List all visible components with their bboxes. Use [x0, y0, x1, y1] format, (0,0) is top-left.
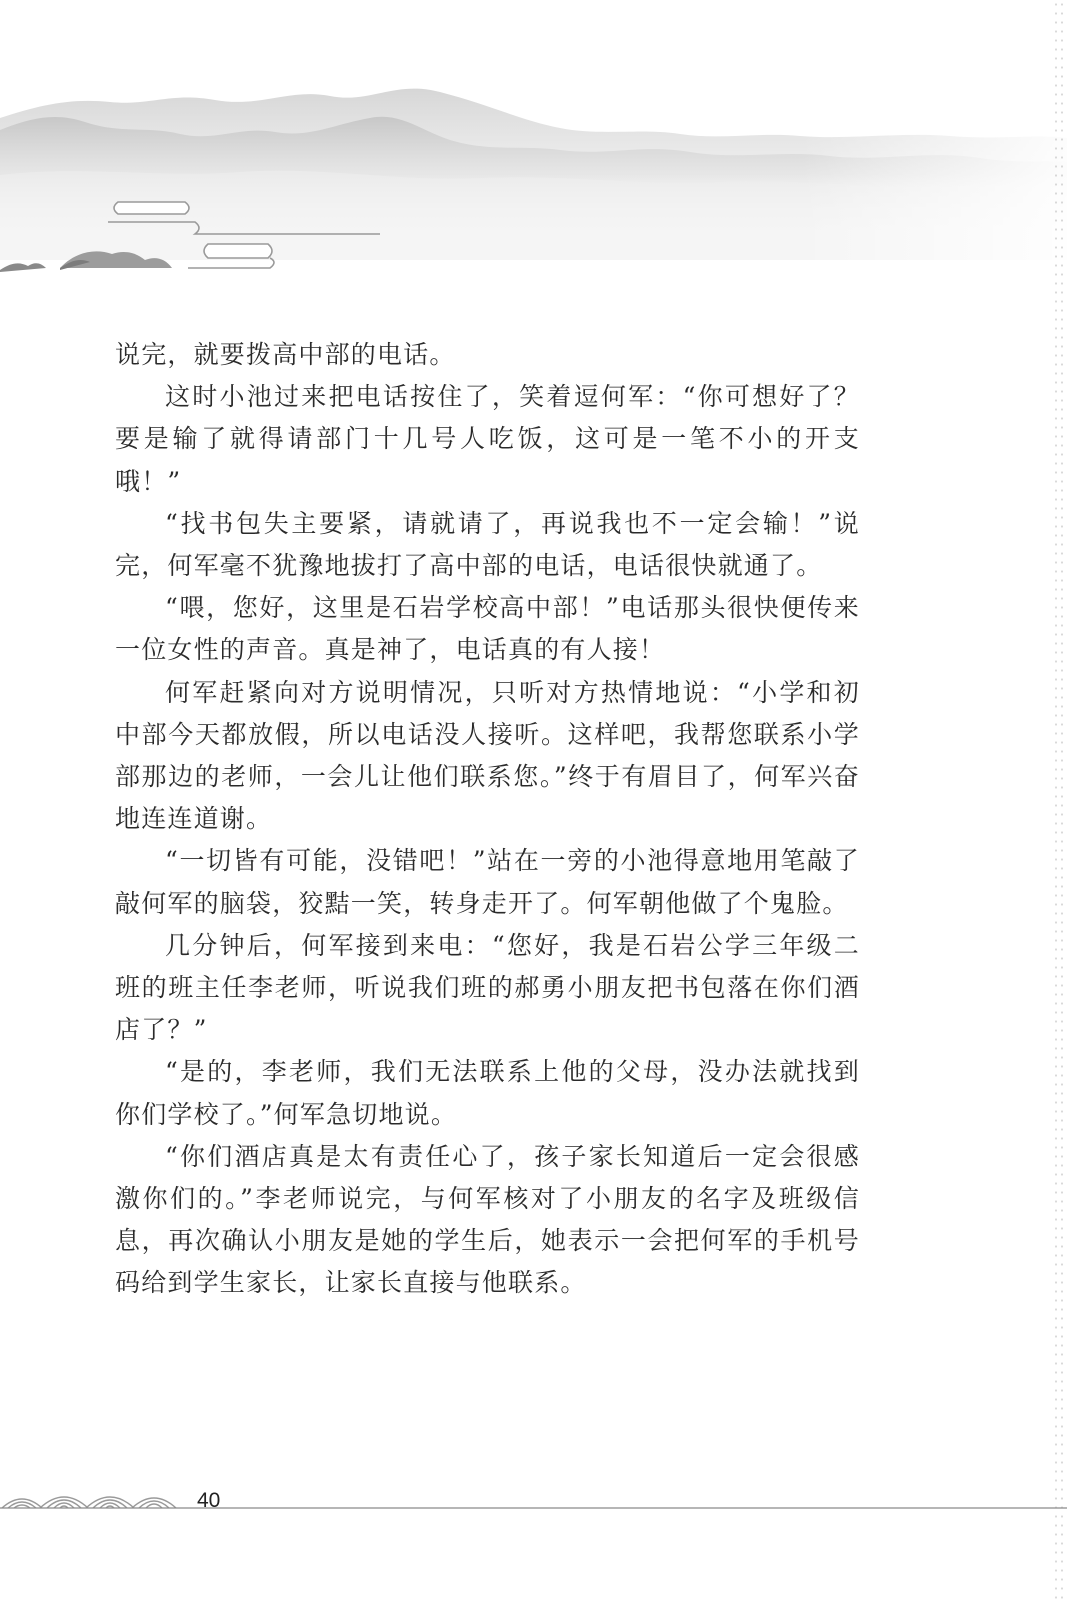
edge-dot-border — [1053, 0, 1063, 1600]
paragraph: “一切皆有可能，没错吧！”站在一旁的小池得意地用笔敲了敲何军的脑袋，狡黠一笑，转身走开了。何军朝他做了个鬼脸。 — [115, 846, 860, 918]
paragraph: “你们酒店真是太有责任心了，孩子家长知道后一定会很感激你们的。”李老师说完，与何军核对了小朋友的名字及班级信息，再次确认小朋友是她的学生后，她表示一会把何军的手机号码给到学生家长，让家长直接与他联系。 — [115, 1141, 860, 1298]
paragraph: “是的，李老师，我们无法联系上他的父母，没办法就找到你们学校了。”何军急切地说。 — [115, 1057, 860, 1129]
body-text — [115, 334, 860, 1305]
paragraph: 这时小池过来把电话按住了，笑着逗何军：“你可想好了？要是输了就得请部门十几号人吃饭，这可是一笔不小的开支哦！” — [115, 382, 860, 496]
wave-pattern-icon — [0, 1478, 1067, 1538]
paragraph: 几分钟后，何军接到来电：“您好，我是石岩公学三年级二班的班主任李老师，听说我们班的郝勇小朋友把书包落在你们酒店了？” — [115, 930, 860, 1045]
paragraph: “找书包失主要紧，请就请了，再说我也不一定会输！”说完，何军毫不犹豫地拔打了高中部的电话，电话很快就通了。 — [115, 508, 860, 581]
paragraph: 何军赶紧向对方说明情况，只听对方热情地说：“小学和初中部今天都放假，所以电话没人接听。这样吧，我帮您联系小学部那边的老师，一会儿让他们联系您。”终于有眉目了，何军兴奋地连连道谢。 — [115, 677, 860, 834]
paragraph: “喂，您好，这里是石岩学校高中部！”电话那头很快便传来一位女性的声音。真是神了，电话真的有人接！ — [115, 593, 860, 665]
paragraph: 说完，就要拨高中部的电话。 — [115, 340, 456, 369]
mountain-mist-icon — [0, 0, 1067, 290]
page-number: 40 — [197, 1489, 221, 1512]
